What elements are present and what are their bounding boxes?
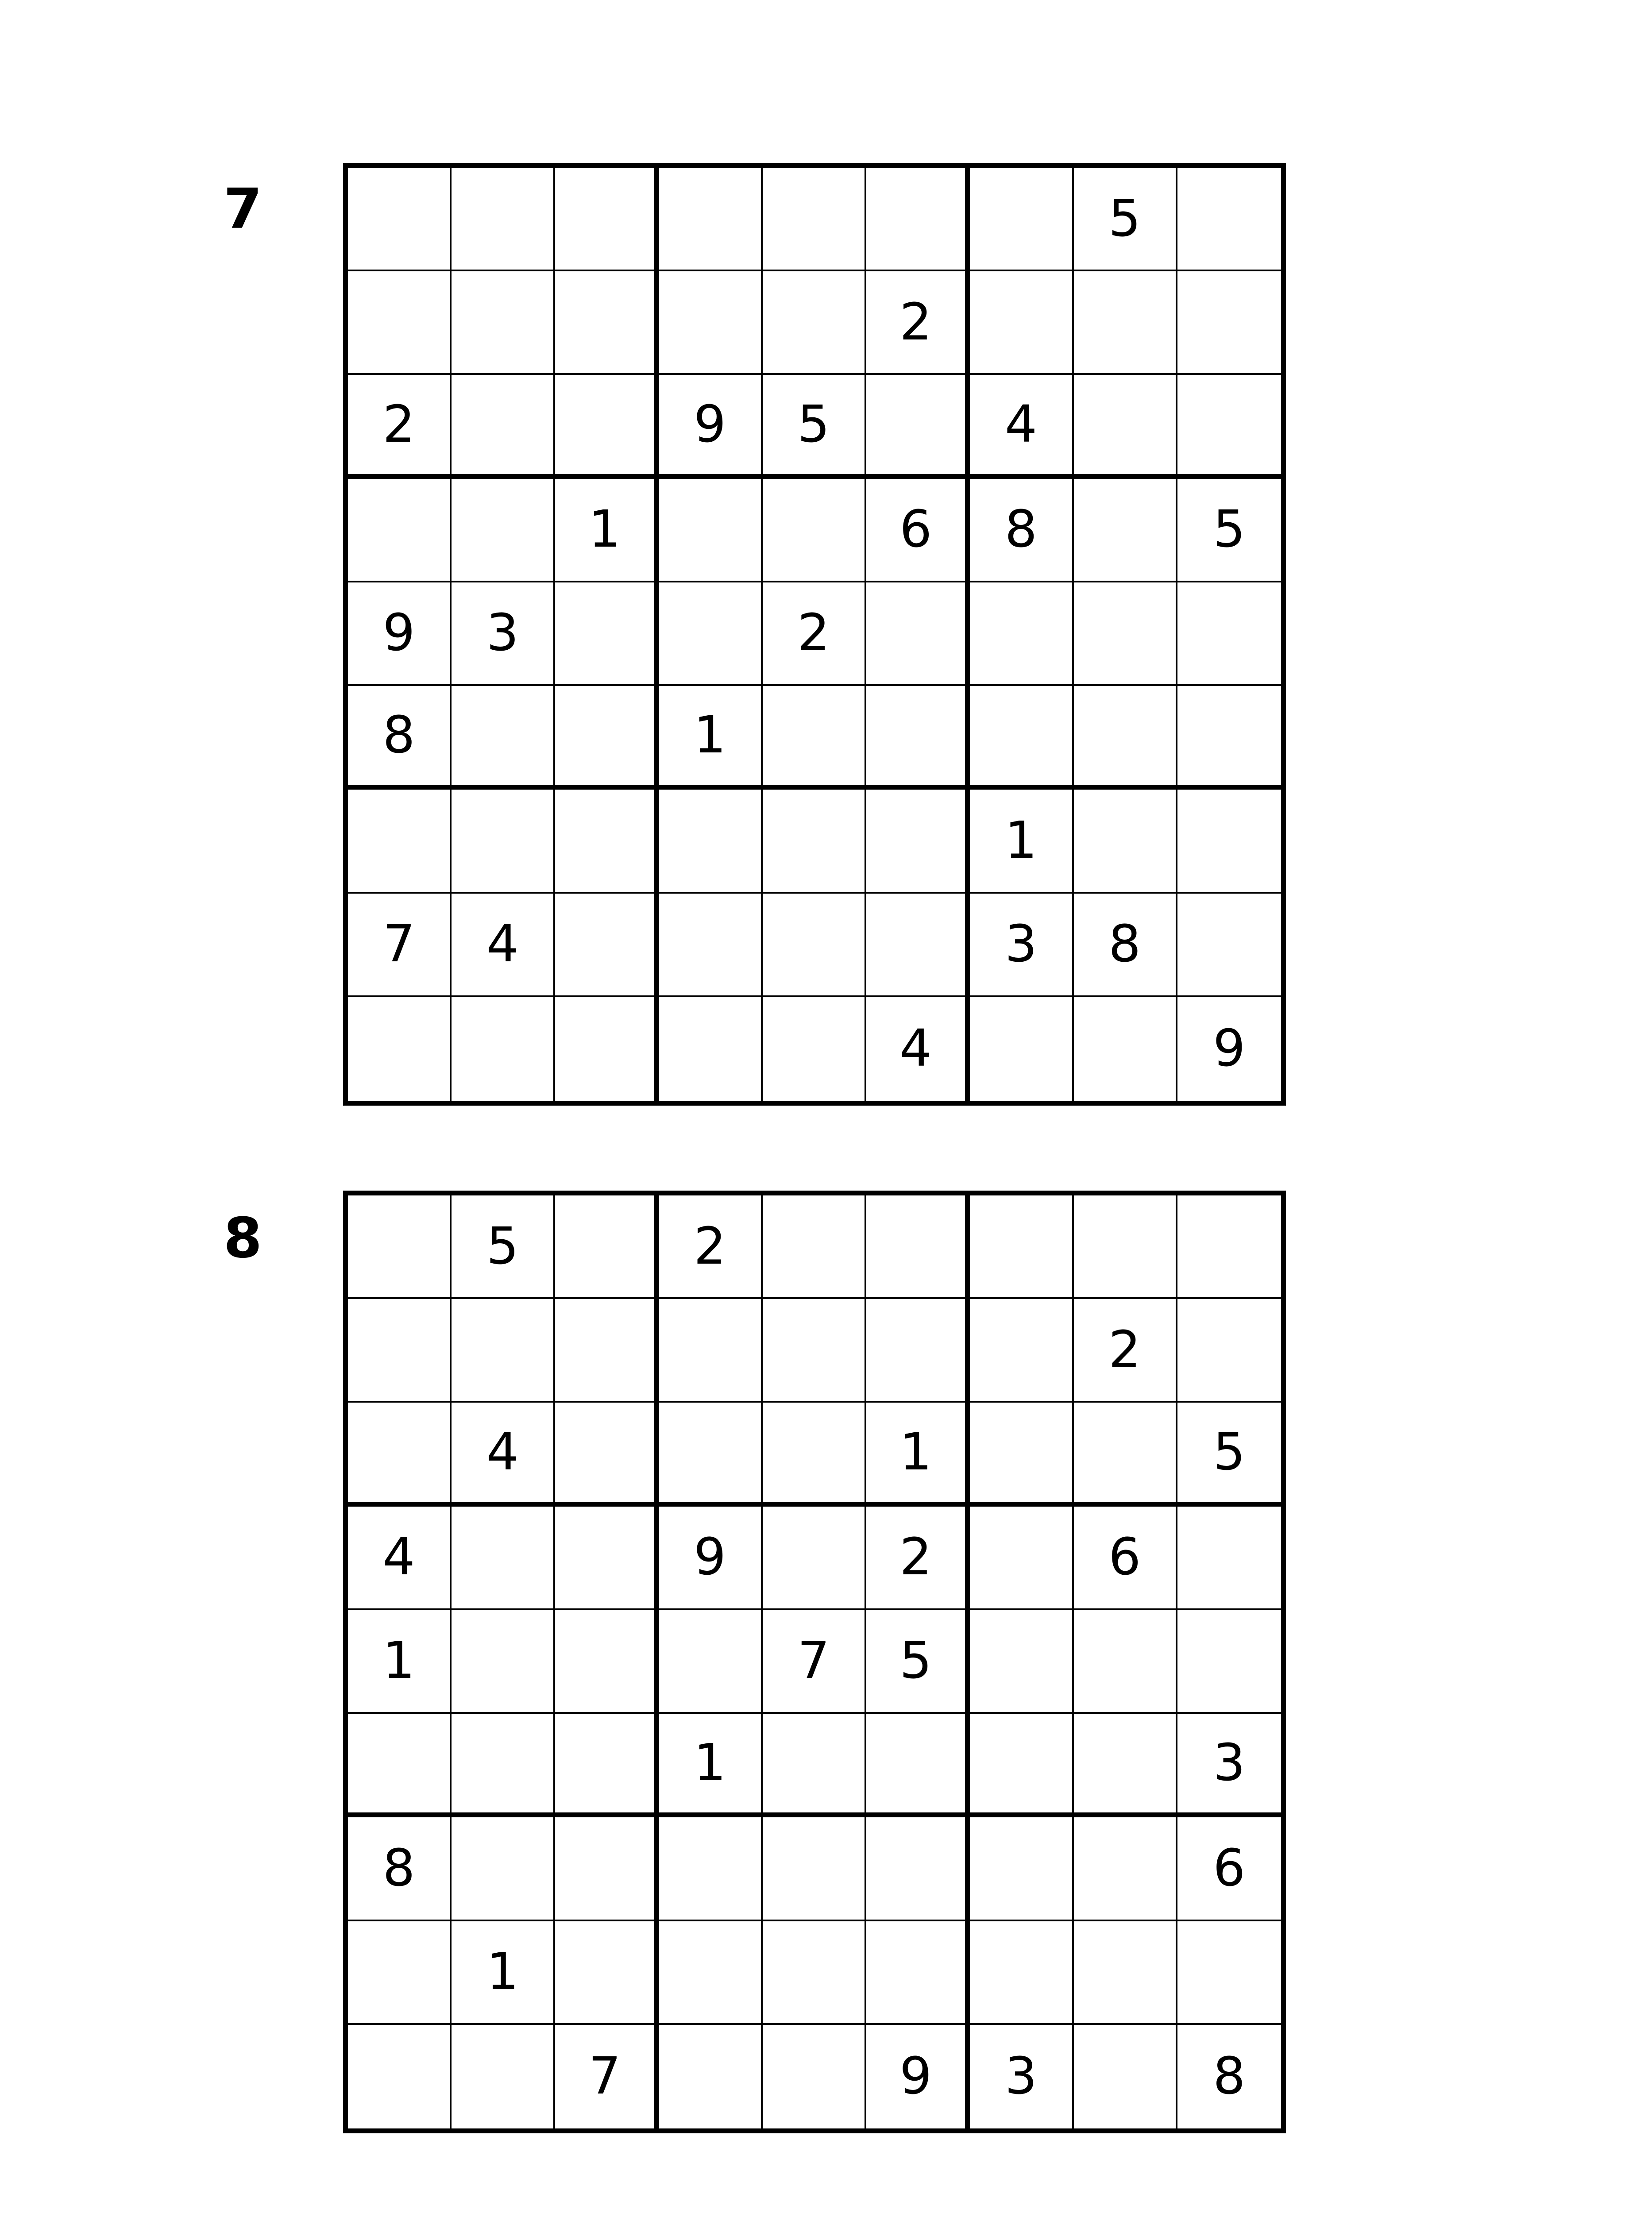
sudoku-cell[interactable] xyxy=(970,1195,1073,1299)
sudoku-cell[interactable] xyxy=(1177,1610,1281,1714)
sudoku-cell[interactable]: 9 xyxy=(1213,1019,1246,1079)
sudoku-cell[interactable] xyxy=(555,1299,659,1403)
sudoku-cell[interactable]: 4 xyxy=(348,1507,452,1610)
sudoku-cell[interactable] xyxy=(659,1921,763,2025)
sudoku-cell[interactable] xyxy=(1074,1921,1177,2025)
sudoku-cell[interactable] xyxy=(866,375,970,478)
sudoku-cell[interactable] xyxy=(659,894,763,997)
sudoku-cell[interactable] xyxy=(659,1610,763,1714)
sudoku-cell[interactable] xyxy=(452,1714,555,1817)
sudoku-cell[interactable] xyxy=(659,1817,763,1921)
sudoku-cell[interactable] xyxy=(555,1403,659,1506)
sudoku-cell[interactable] xyxy=(555,1610,659,1714)
sudoku-cell[interactable] xyxy=(555,1714,659,1817)
sudoku-cell[interactable] xyxy=(763,1195,866,1299)
sudoku-cell[interactable]: 1 xyxy=(452,1921,555,2025)
sudoku-cell[interactable] xyxy=(1177,1299,1281,1403)
sudoku-cell[interactable]: 3 xyxy=(1177,1714,1281,1817)
sudoku-cell[interactable] xyxy=(555,1195,659,1299)
sudoku-cell[interactable]: 6 xyxy=(1074,1507,1177,1610)
sudoku-cell[interactable] xyxy=(763,1817,866,1921)
puzzle-number: 7 xyxy=(224,177,262,241)
sudoku-cell[interactable] xyxy=(452,2025,555,2128)
sudoku-cell[interactable] xyxy=(763,1507,866,1610)
sudoku-cell[interactable]: 9 xyxy=(348,582,452,686)
sudoku-cell[interactable] xyxy=(763,1714,866,1817)
sudoku-cell[interactable] xyxy=(1177,894,1281,997)
sudoku-cell[interactable] xyxy=(452,1817,555,1921)
sudoku-board xyxy=(343,1191,1286,2133)
sudoku-cell[interactable] xyxy=(452,1507,555,1610)
sudoku-cell[interactable] xyxy=(555,894,659,997)
sudoku-cell[interactable] xyxy=(659,2025,763,2128)
sudoku-cell[interactable]: 9 xyxy=(866,2025,970,2128)
sudoku-cell[interactable] xyxy=(970,1299,1073,1403)
sudoku-cell[interactable]: 5 xyxy=(866,1610,970,1714)
sudoku-cell[interactable] xyxy=(555,1817,659,1921)
sudoku-cell[interactable] xyxy=(348,1299,452,1403)
sudoku-cell[interactable] xyxy=(763,686,866,790)
sudoku-cell[interactable]: 9 xyxy=(659,375,763,478)
sudoku-cell[interactable] xyxy=(452,479,555,582)
sudoku-cell[interactable]: 1 xyxy=(970,790,1073,893)
sudoku-cell[interactable] xyxy=(659,1299,763,1403)
sudoku-cell[interactable] xyxy=(970,582,1073,686)
sudoku-cell[interactable] xyxy=(763,479,866,582)
sudoku-cell[interactable]: 3 xyxy=(452,582,555,686)
sudoku-cell[interactable] xyxy=(348,168,452,271)
sudoku-cell[interactable] xyxy=(1177,1507,1281,1610)
sudoku-cell[interactable] xyxy=(659,479,763,582)
sudoku-cell[interactable]: 8 xyxy=(348,1817,452,1921)
sudoku-cell[interactable] xyxy=(555,997,659,1101)
sudoku-cell[interactable] xyxy=(555,168,659,271)
sudoku-cell[interactable]: 1 xyxy=(348,1610,452,1714)
sudoku-cell[interactable]: 8 xyxy=(1213,2047,1246,2106)
sudoku-cell[interactable] xyxy=(555,790,659,893)
sudoku-cell[interactable] xyxy=(348,271,452,375)
sudoku-cell[interactable] xyxy=(452,1610,555,1714)
sudoku-cell[interactable]: 1 xyxy=(659,686,763,790)
sudoku-cell[interactable]: 2 xyxy=(866,1507,970,1610)
sudoku-cell[interactable] xyxy=(348,997,452,1101)
sudoku-cell[interactable] xyxy=(866,1195,970,1299)
sudoku-cell[interactable]: 7 xyxy=(555,2025,659,2128)
sudoku-cell[interactable] xyxy=(970,168,1073,271)
sudoku-cell[interactable] xyxy=(1177,686,1281,790)
sudoku-cell[interactable]: 4 xyxy=(452,894,555,997)
sudoku-cell[interactable] xyxy=(763,168,866,271)
sudoku-cell[interactable]: 1 xyxy=(866,1403,970,1506)
sudoku-cell[interactable]: 2 xyxy=(659,1195,763,1299)
sudoku-cell[interactable] xyxy=(763,271,866,375)
sudoku-cell[interactable]: 5 xyxy=(452,1195,555,1299)
sudoku-cell[interactable] xyxy=(1177,1195,1281,1299)
sudoku-cell[interactable]: 8 xyxy=(970,479,1073,582)
sudoku-cell[interactable] xyxy=(452,790,555,893)
sudoku-cell[interactable] xyxy=(1177,271,1281,375)
sudoku-cell[interactable] xyxy=(866,1299,970,1403)
sudoku-cell[interactable]: 7 xyxy=(348,894,452,997)
sudoku-cell[interactable] xyxy=(348,790,452,893)
sudoku-cell[interactable]: 7 xyxy=(763,1610,866,1714)
sudoku-cell[interactable]: 4 xyxy=(866,997,970,1101)
sudoku-cell[interactable]: 2 xyxy=(348,375,452,478)
sudoku-cell[interactable]: 5 xyxy=(1074,168,1177,271)
sudoku-cell[interactable] xyxy=(1177,1921,1281,2025)
sudoku-cell[interactable]: 3 xyxy=(970,2025,1073,2128)
sudoku-cell[interactable] xyxy=(970,997,1073,1101)
sudoku-board xyxy=(343,163,1286,1106)
sudoku-cell[interactable] xyxy=(659,271,763,375)
sudoku-cell[interactable] xyxy=(970,271,1073,375)
sudoku-cell[interactable] xyxy=(1074,686,1177,790)
sudoku-cell[interactable]: 2 xyxy=(763,582,866,686)
sudoku-cell[interactable] xyxy=(1074,271,1177,375)
sudoku-cell[interactable]: 1 xyxy=(659,1714,763,1817)
sudoku-cell[interactable] xyxy=(1074,1610,1177,1714)
sudoku-cell[interactable]: 4 xyxy=(452,1403,555,1506)
sudoku-cell[interactable]: 8 xyxy=(1074,894,1177,997)
sudoku-cell[interactable] xyxy=(555,1921,659,2025)
sudoku-cell[interactable] xyxy=(866,168,970,271)
sudoku-cell[interactable] xyxy=(348,1195,452,1299)
sudoku-cell[interactable] xyxy=(348,1714,452,1817)
sudoku-cell[interactable]: 6 xyxy=(1177,1817,1281,1921)
sudoku-cell[interactable] xyxy=(1177,168,1281,271)
sudoku-cell[interactable] xyxy=(763,790,866,893)
sudoku-cell[interactable]: 5 xyxy=(1177,1403,1281,1506)
sudoku-cell[interactable] xyxy=(970,1817,1073,1921)
sudoku-cell[interactable] xyxy=(1074,1714,1177,1817)
sudoku-cell[interactable] xyxy=(970,1507,1073,1610)
sudoku-cell[interactable]: 9 xyxy=(659,1507,763,1610)
sudoku-cell[interactable] xyxy=(555,271,659,375)
sudoku-cell[interactable] xyxy=(1074,997,1177,1101)
sudoku-cell[interactable]: 2 xyxy=(866,271,970,375)
sudoku-cell[interactable] xyxy=(659,168,763,271)
sudoku-cell[interactable] xyxy=(452,686,555,790)
sudoku-cell[interactable]: 4 xyxy=(970,375,1073,478)
sudoku-cell[interactable] xyxy=(866,1817,970,1921)
sudoku-cell[interactable] xyxy=(452,1299,555,1403)
sudoku-cell[interactable]: 2 xyxy=(1074,1299,1177,1403)
sudoku-cell[interactable] xyxy=(763,894,866,997)
puzzle-number: 8 xyxy=(224,1206,262,1270)
sudoku-cell[interactable] xyxy=(348,479,452,582)
sudoku-cell[interactable]: 5 xyxy=(1177,479,1281,582)
sudoku-cell[interactable] xyxy=(1074,1195,1177,1299)
sudoku-cell[interactable] xyxy=(866,1921,970,2025)
sudoku-cell[interactable] xyxy=(555,1507,659,1610)
sudoku-cell[interactable]: 6 xyxy=(866,479,970,582)
sudoku-cell[interactable] xyxy=(348,1921,452,2025)
sudoku-cell[interactable] xyxy=(659,1403,763,1506)
sudoku-cell[interactable] xyxy=(1074,479,1177,582)
sudoku-cell[interactable] xyxy=(970,1714,1073,1817)
sudoku-cell[interactable] xyxy=(1074,1817,1177,1921)
sudoku-cell[interactable] xyxy=(763,1403,866,1506)
sudoku-cell[interactable] xyxy=(659,790,763,893)
sudoku-cell[interactable] xyxy=(452,168,555,271)
sudoku-cell[interactable] xyxy=(763,1299,866,1403)
sudoku-cell[interactable] xyxy=(1177,375,1281,478)
sudoku-cell[interactable] xyxy=(659,582,763,686)
sudoku-cell[interactable] xyxy=(1177,790,1281,893)
sudoku-cell[interactable] xyxy=(1074,1403,1177,1506)
sudoku-cell[interactable] xyxy=(1177,582,1281,686)
sudoku-cell[interactable] xyxy=(555,375,659,478)
sudoku-cell[interactable] xyxy=(659,997,763,1101)
sudoku-cell[interactable] xyxy=(970,1403,1073,1506)
sudoku-cell[interactable] xyxy=(1074,2025,1177,2128)
sudoku-cell[interactable] xyxy=(1074,375,1177,478)
sudoku-cell[interactable] xyxy=(763,997,866,1101)
sudoku-cell[interactable] xyxy=(866,894,970,997)
sudoku-cell[interactable] xyxy=(970,1610,1073,1714)
sudoku-cell[interactable]: 1 xyxy=(555,479,659,582)
sudoku-cell[interactable] xyxy=(763,2025,866,2128)
sudoku-cell[interactable] xyxy=(763,1921,866,2025)
sudoku-cell[interactable]: 8 xyxy=(348,686,452,790)
sudoku-cell[interactable] xyxy=(348,2025,452,2128)
sudoku-cell[interactable] xyxy=(1074,790,1177,893)
sudoku-cell[interactable] xyxy=(348,1403,452,1506)
sudoku-cell[interactable] xyxy=(970,1921,1073,2025)
sudoku-cell[interactable] xyxy=(555,686,659,790)
sudoku-cell[interactable] xyxy=(452,997,555,1101)
sudoku-cell[interactable] xyxy=(452,271,555,375)
sudoku-cell[interactable] xyxy=(866,686,970,790)
sudoku-cell[interactable] xyxy=(970,686,1073,790)
sudoku-cell[interactable] xyxy=(1074,582,1177,686)
sudoku-cell[interactable]: 3 xyxy=(970,894,1073,997)
sudoku-cell[interactable] xyxy=(452,375,555,478)
sudoku-cell[interactable] xyxy=(555,582,659,686)
sudoku-cell[interactable]: 5 xyxy=(763,375,866,478)
sudoku-cell[interactable] xyxy=(866,1714,970,1817)
sudoku-cell[interactable] xyxy=(866,582,970,686)
sudoku-cell[interactable] xyxy=(866,790,970,893)
